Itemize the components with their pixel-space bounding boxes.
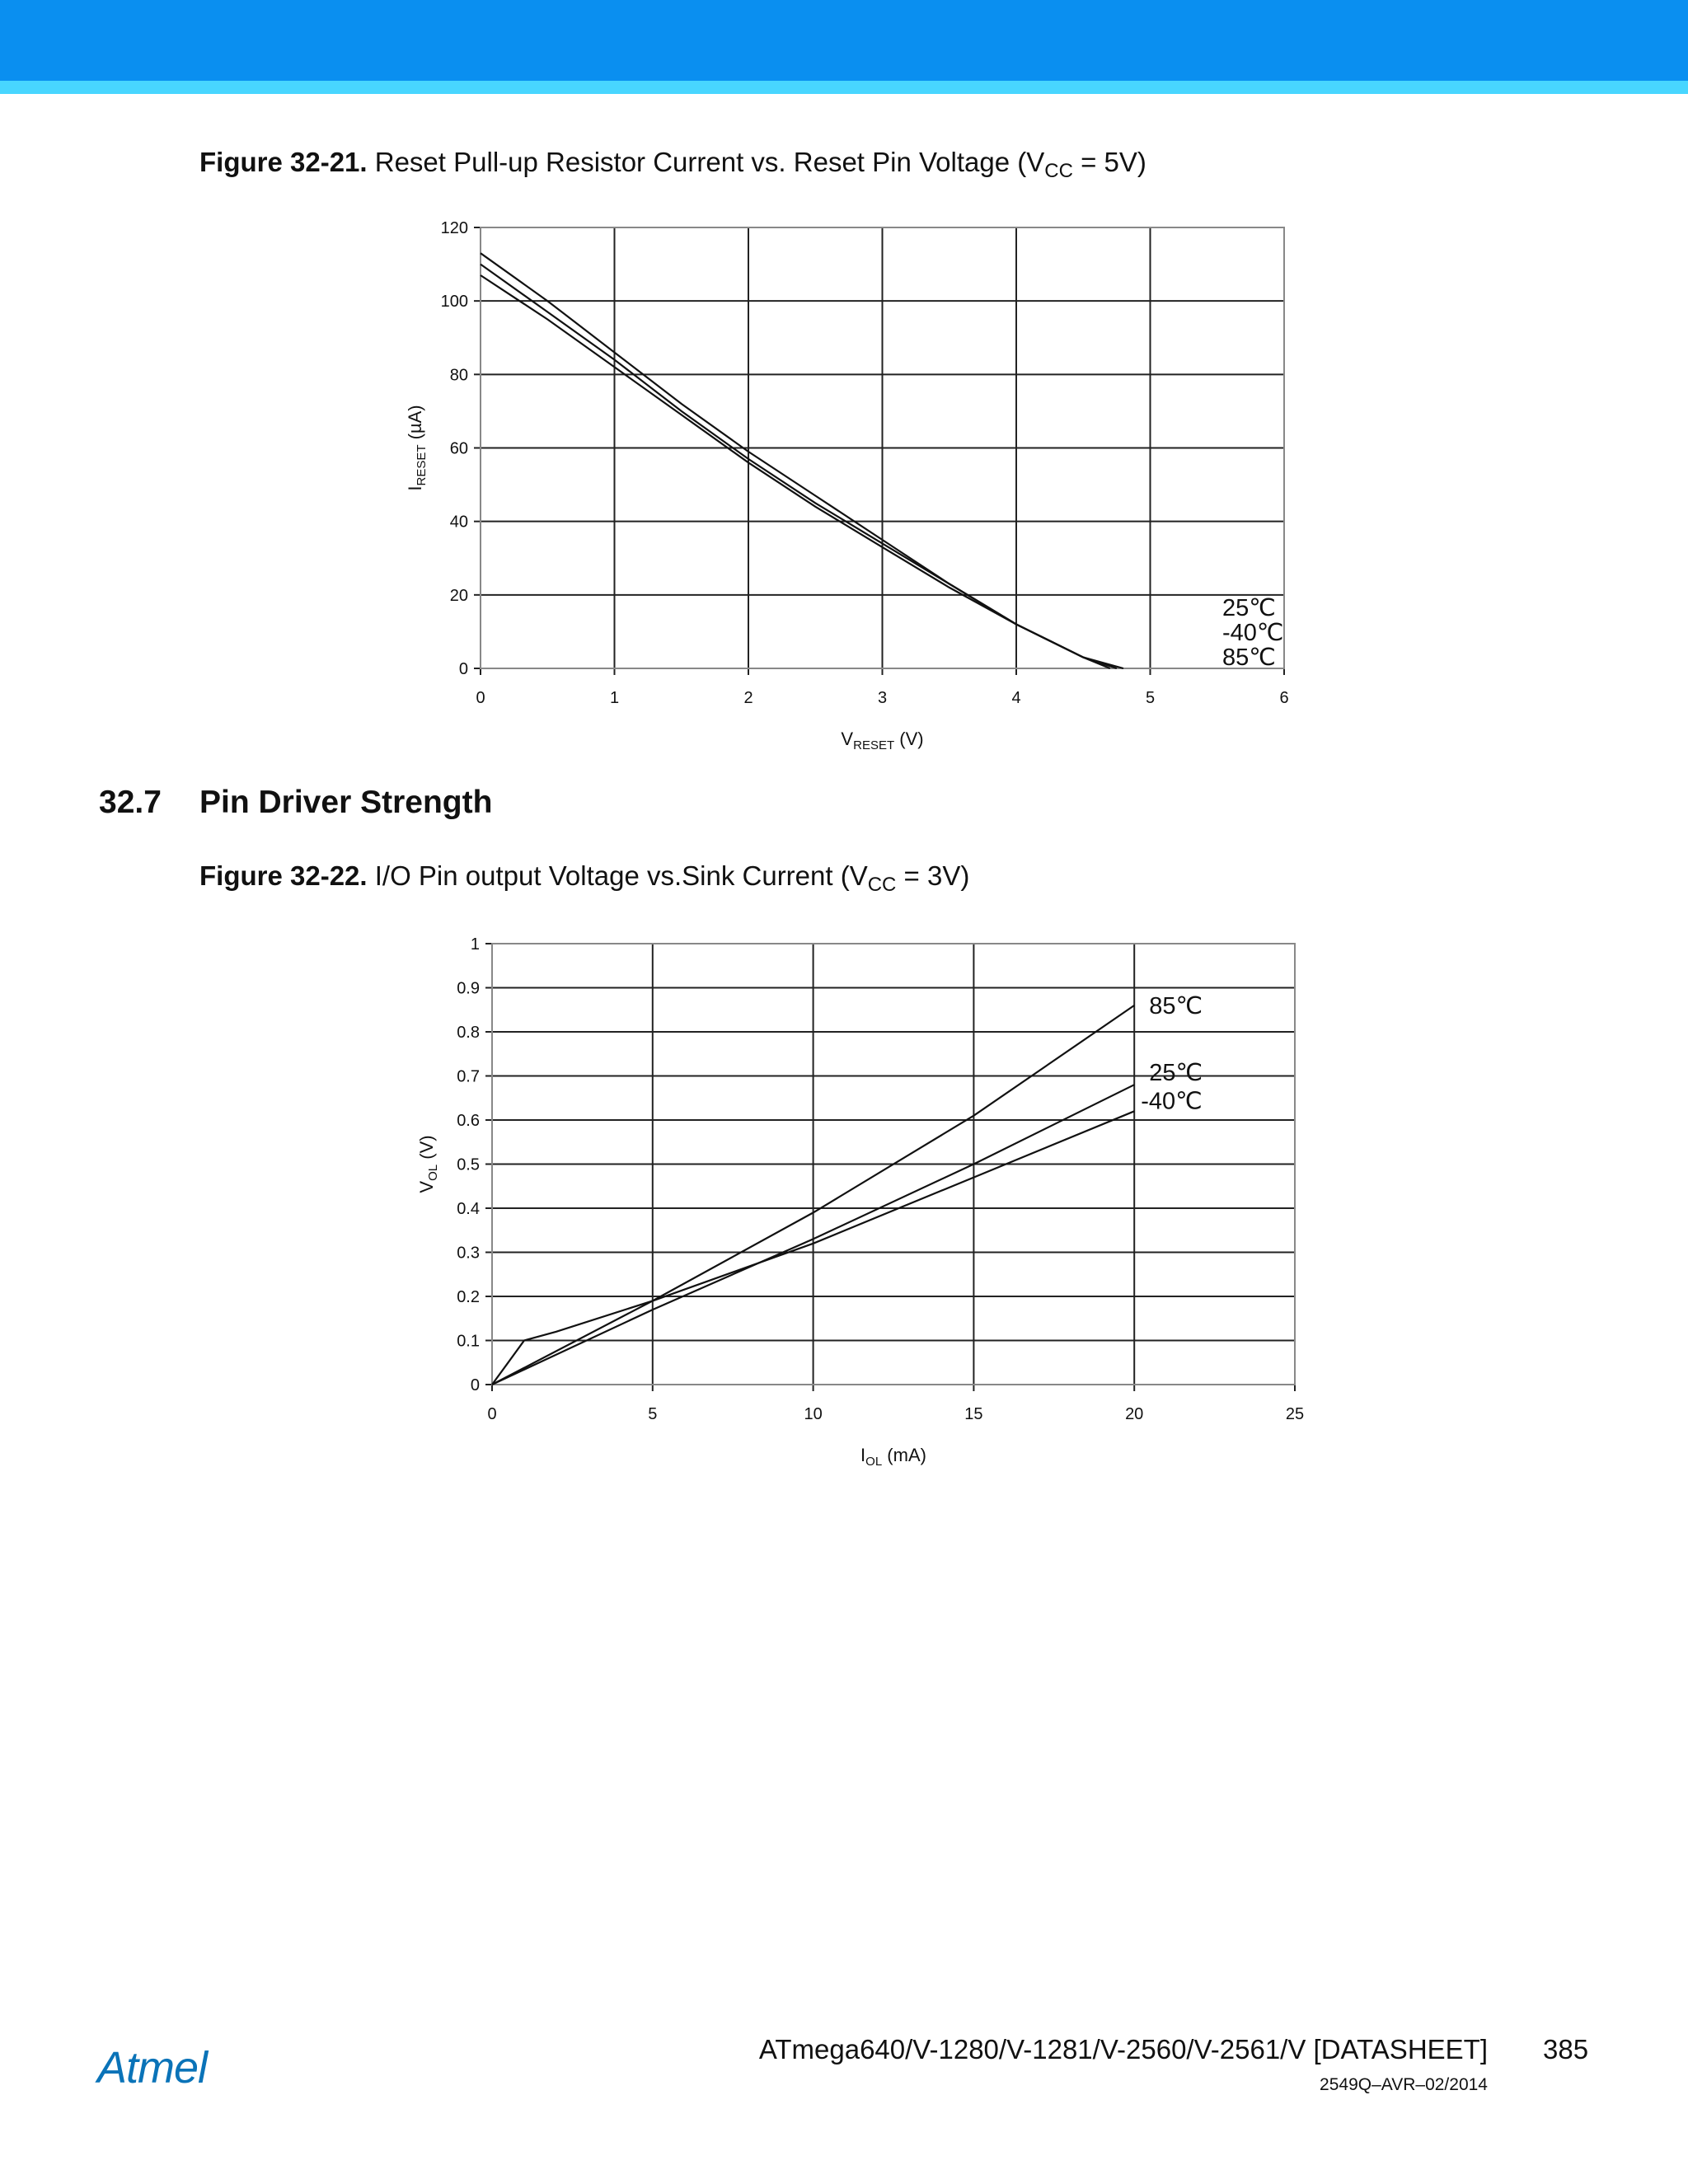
figure-32-22-text: I/O Pin output Voltage vs.Sink Current (V — [374, 860, 868, 891]
figure-32-21-tail: = 5V) — [1072, 147, 1146, 177]
chart2-xaxis-label: $I_{OL}$ (mA) — [860, 1445, 926, 1469]
figure-32-21-label: Figure 32-21. — [199, 147, 368, 177]
chart2-ytick-label: 0.4 — [457, 1200, 480, 1218]
chart1-xtick-label: 2 — [743, 689, 753, 707]
chart2-yaxis-label: $V_{OL}$ (V) — [416, 1135, 440, 1193]
chart1-xtick-label: 1 — [609, 689, 620, 707]
chart2-legend-label: -40℃ — [1141, 1088, 1203, 1115]
header-bar — [0, 0, 1688, 81]
chart2-ytick-label: 0.6 — [457, 1112, 480, 1130]
chart2-xtick-label: 0 — [487, 1405, 497, 1423]
chart1-ytick-label: 80 — [449, 366, 468, 385]
chart2-ytick-label: 0.8 — [457, 1024, 480, 1042]
chart2-ytick-label: 0.2 — [457, 1288, 480, 1306]
chart2-legend-label: 85℃ — [1149, 992, 1203, 1019]
chart1-xtick-label: 6 — [1279, 689, 1289, 707]
section-heading — [99, 785, 492, 821]
figure-32-22-tail: = 3V) — [896, 860, 970, 891]
chart1-xtick-label: 4 — [1011, 689, 1021, 707]
chart1-ytick-label: 0 — [458, 660, 468, 678]
chart2-ytick-label: 0.7 — [457, 1067, 480, 1086]
reset-current-chart — [0, 206, 1688, 766]
chart1-yaxis-label: $I_{RESET}$ (µA) — [405, 405, 429, 491]
chart1-legend-label: 25℃ — [1222, 595, 1276, 621]
chart1-ytick-label: 120 — [440, 219, 468, 237]
chart2-ytick-label: 0.9 — [457, 979, 480, 998]
chart1-xtick-label: 3 — [877, 689, 888, 707]
chart1-ytick-label: 60 — [449, 439, 468, 458]
chart2-xtick-label: 25 — [1285, 1405, 1305, 1423]
chart2-ytick-label: 0.5 — [457, 1155, 480, 1174]
figure-32-21-sub: CC — [1044, 160, 1073, 182]
chart1-legend-label: 85℃ — [1222, 644, 1276, 671]
chart2-ytick-label: 0.3 — [457, 1244, 480, 1263]
figure-32-22-caption — [199, 860, 969, 897]
chart2-ytick-label: 0.1 — [457, 1332, 480, 1351]
chart2-ytick-label: 0 — [470, 1376, 480, 1394]
chart1-series-line — [481, 265, 1117, 668]
header-stripe — [0, 81, 1688, 94]
figure-32-22-label: Figure 32-22. — [199, 860, 368, 891]
chart2-xtick-label: 15 — [964, 1405, 983, 1423]
section-number: 32.7 — [99, 785, 162, 820]
figure-32-22-sub: CC — [867, 874, 897, 896]
chart2-ytick-label: 1 — [470, 935, 480, 954]
chart2-xtick-label: 10 — [804, 1405, 823, 1423]
chart1-xaxis-label: $V_{RESET}$ (V) — [841, 729, 924, 752]
page-number: 385 — [1543, 2034, 1589, 2064]
footer-doc-title: ATmega640/V-1280/V-1281/V-2560/V-2561/V [DATASHEET] — [758, 2034, 1488, 2064]
sink-current-chart — [0, 923, 1688, 1483]
chart1-xtick-label: 0 — [476, 689, 485, 707]
chart2-xtick-label: 5 — [648, 1405, 658, 1423]
chart1-ytick-label: 40 — [449, 513, 468, 532]
footer-doc-code: 2549Q–AVR–02/2014 — [1320, 2075, 1488, 2094]
chart2-legend-label: 25℃ — [1149, 1060, 1203, 1087]
chart1-ytick-label: 20 — [449, 586, 468, 605]
section-title: Pin Driver Strength — [199, 785, 493, 820]
chart1-xtick-label: 5 — [1145, 689, 1156, 707]
atmel-logo: Atmel — [97, 2043, 208, 2093]
chart2-xtick-label: 20 — [1125, 1405, 1144, 1423]
chart1-ytick-label: 100 — [440, 293, 468, 312]
figure-32-21-caption — [199, 147, 1146, 183]
chart1-legend-label: -40℃ — [1222, 620, 1284, 646]
figure-32-21-text: Reset Pull-up Resistor Current vs. Reset Pin Voltage (V — [374, 147, 1045, 177]
chart1-series-line — [481, 275, 1123, 668]
